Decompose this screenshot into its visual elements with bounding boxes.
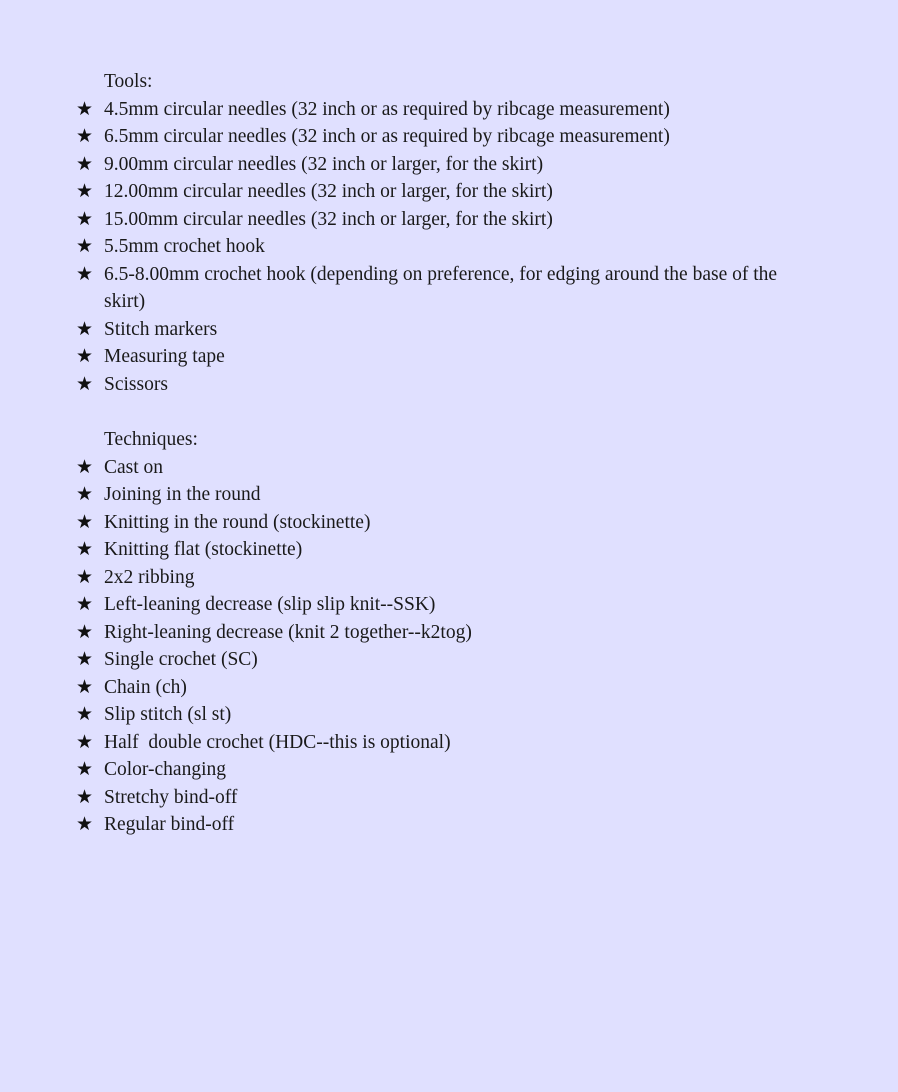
list-item (0, 646, 804, 674)
list-item-text: Color-changing (104, 759, 226, 780)
star-icon: ★ (76, 785, 94, 808)
star-icon: ★ (76, 813, 94, 835)
tools-heading: Tools: (104, 71, 153, 92)
list-item-text: Knitting in the round (stockinette) (104, 511, 371, 533)
list-item (0, 481, 804, 509)
list-item-text: Scissors (104, 373, 168, 395)
techniques-heading: Techniques: (104, 429, 198, 450)
star-icon: ★ (76, 125, 94, 147)
techniques-section (0, 426, 898, 839)
list-item-text: Knitting flat (stockinette) (104, 539, 303, 560)
list-item-text: Stretchy bind-off (104, 786, 238, 808)
list-item-text: Slip stitch (sl st) (104, 704, 232, 725)
star-icon: ★ (76, 648, 94, 670)
list-item (0, 371, 804, 399)
list-item (0, 178, 804, 206)
list-item-text: Single crochet (SC) (104, 649, 258, 670)
list-item-text: Stitch markers (104, 318, 218, 340)
list-item (0, 701, 804, 729)
star-icon: ★ (76, 565, 94, 588)
star-icon: ★ (76, 538, 94, 560)
list-item-text: 12.00mm circular needles (32 inch or larger, for the skirt) (104, 181, 553, 202)
star-icon: ★ (76, 510, 94, 533)
star-icon: ★ (76, 758, 94, 780)
list-item-text: Right-leaning decrease (knit 2 together--k2tog) (104, 621, 472, 643)
star-icon: ★ (76, 593, 94, 615)
list-item (0, 784, 804, 812)
star-icon: ★ (76, 317, 94, 340)
list-item-text: Left-leaning decrease (slip slip knit--SSK) (104, 594, 436, 615)
list-item (0, 811, 804, 839)
list-item-text: Half double crochet (HDC--this is optional) (104, 731, 451, 753)
star-icon: ★ (76, 483, 94, 505)
list-item-text: 2x2 ribbing (104, 566, 195, 588)
list-item (0, 674, 804, 702)
star-icon: ★ (76, 730, 94, 753)
list-item (0, 619, 804, 647)
list-item-text: 6.5mm circular needles (32 inch or as required by ribcage measurement) (104, 126, 670, 147)
star-icon: ★ (76, 372, 94, 395)
list-item-text: Joining in the round (104, 484, 261, 505)
list-item (0, 591, 804, 619)
star-icon: ★ (76, 455, 94, 478)
list-item-text: 6.5-8.00mm crochet hook (depending on preference, for edging around the base of the skirt) (104, 263, 778, 312)
star-icon: ★ (76, 620, 94, 643)
star-icon: ★ (76, 345, 94, 367)
list-item (0, 316, 804, 344)
list-item (0, 343, 804, 371)
list-item-text: Chain (ch) (104, 676, 187, 698)
list-item (0, 233, 804, 261)
list-item (0, 454, 804, 482)
star-icon: ★ (76, 675, 94, 698)
list-item (0, 151, 804, 179)
tools-list (0, 96, 898, 399)
list-item (0, 261, 804, 316)
star-icon: ★ (76, 152, 94, 175)
list-item (0, 96, 804, 124)
star-icon: ★ (76, 235, 94, 257)
star-icon: ★ (76, 207, 94, 230)
tools-section (0, 68, 898, 398)
list-item-text: Measuring tape (104, 346, 225, 367)
list-item-text: 9.00mm circular needles (32 inch or larger, for the skirt) (104, 153, 544, 175)
star-icon: ★ (76, 97, 94, 120)
list-item (0, 123, 804, 151)
list-item (0, 206, 804, 234)
list-item (0, 509, 804, 537)
list-item (0, 729, 804, 757)
star-icon: ★ (76, 262, 94, 285)
star-icon: ★ (76, 703, 94, 725)
list-item-text: 5.5mm crochet hook (104, 236, 265, 257)
star-icon: ★ (76, 180, 94, 202)
list-item (0, 756, 804, 784)
list-item-text: Regular bind-off (104, 814, 235, 835)
techniques-list (0, 454, 898, 839)
list-item-text: 15.00mm circular needles (32 inch or larger, for the skirt) (104, 208, 553, 230)
list-item (0, 536, 804, 564)
list-item (0, 564, 804, 592)
list-item-text: Cast on (104, 456, 164, 478)
list-item-text: 4.5mm circular needles (32 inch or as required by ribcage measurement) (104, 98, 670, 120)
